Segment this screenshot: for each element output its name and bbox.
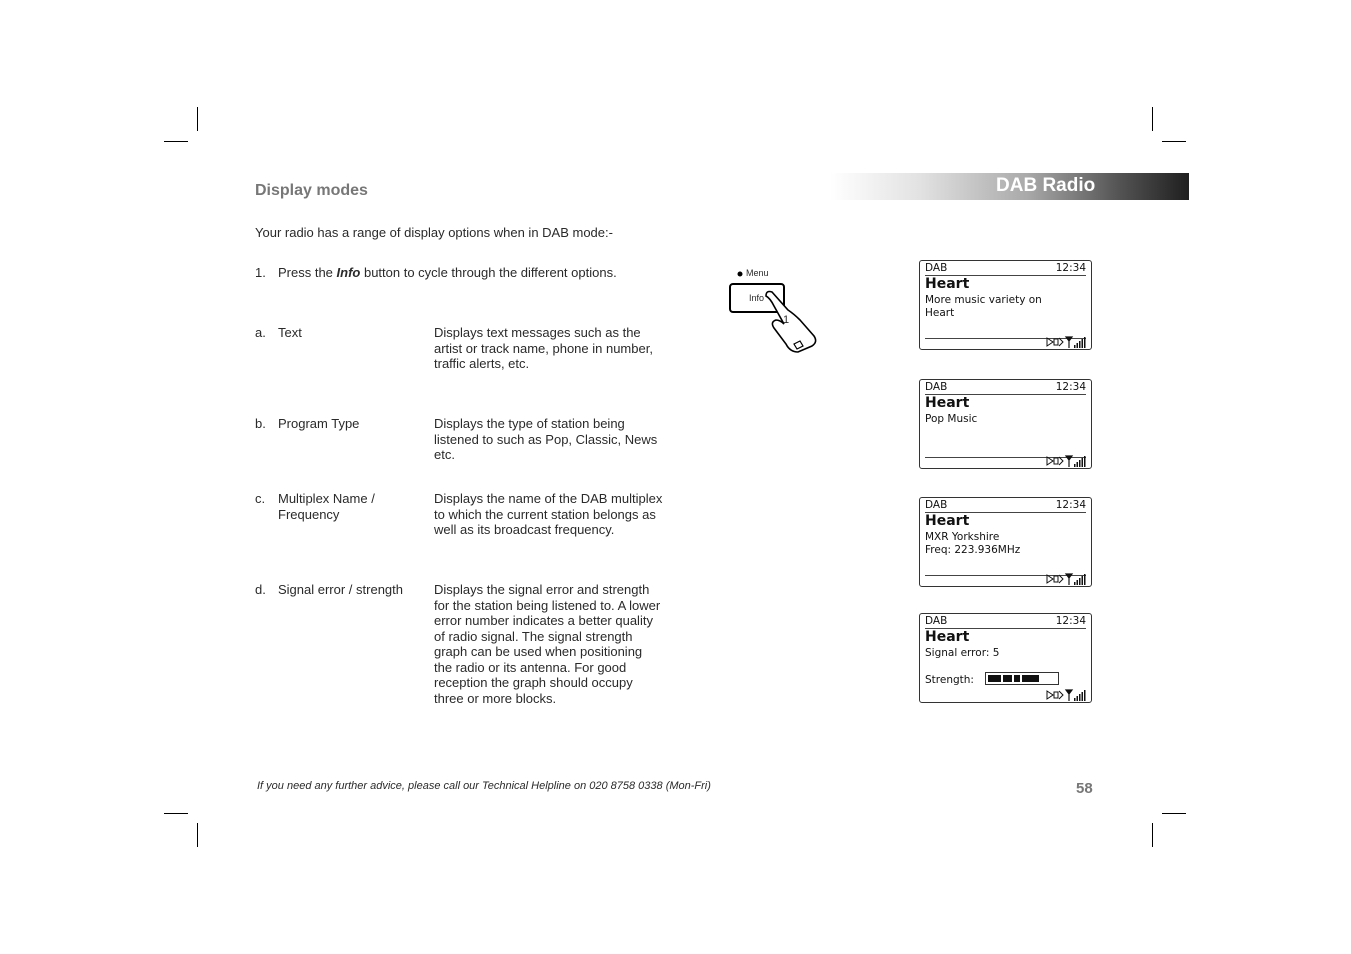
option-letter: b. <box>255 416 266 431</box>
intro-text: Your radio has a range of display options when in DAB mode:- <box>255 225 613 240</box>
lcd-status-icons <box>1046 336 1086 348</box>
signal-strength-bar <box>985 672 1059 685</box>
crop-mark <box>164 141 188 142</box>
lcd-mode: DAB <box>925 262 948 274</box>
helpline-footer: If you need any further advice, please call our Technical Helpline on 020 8758 0338 (Mon-Fri) <box>257 780 711 792</box>
crop-mark <box>1152 823 1153 847</box>
menu-label: Menu <box>746 268 769 278</box>
strength-block <box>1014 675 1020 682</box>
option-label: Signal error / strength <box>278 582 404 597</box>
crop-mark <box>1162 141 1186 142</box>
lcd-screen-program-type <box>919 379 1092 469</box>
step-1 <box>255 265 617 280</box>
hand-pressing-icon <box>726 266 826 356</box>
lcd-status-icons <box>1046 455 1086 467</box>
info-button-illustration <box>726 266 826 356</box>
option-letter: a. <box>255 325 266 340</box>
lcd-screen-text <box>919 260 1092 350</box>
chapter-title: DAB Radio <box>996 175 1096 196</box>
lcd-status-icons <box>1046 573 1086 585</box>
crop-mark <box>164 813 188 814</box>
crop-mark <box>1152 107 1153 131</box>
option-letter: c. <box>255 491 266 506</box>
crop-mark <box>197 107 198 131</box>
lcd-status-icons <box>1046 689 1086 701</box>
lcd-line-1: MXR Yorkshire <box>925 531 1000 543</box>
lcd-station: Heart <box>925 513 970 529</box>
lcd-mode: DAB <box>925 499 948 511</box>
option-letter: d. <box>255 582 266 597</box>
lcd-line-1: Signal error: 5 <box>925 647 1000 659</box>
strength-block <box>1003 675 1012 682</box>
lcd-line-1: More music variety on <box>925 294 1042 306</box>
step-text-post: button to cycle through the different options. <box>360 265 617 280</box>
step-text-pre: Press the <box>278 265 337 280</box>
lcd-time: 12:34 <box>1055 499 1086 511</box>
lcd-strength-label: Strength: <box>925 674 974 686</box>
lcd-station: Heart <box>925 395 970 411</box>
section-title: Display modes <box>255 182 368 199</box>
lcd-line-2: Heart <box>925 307 955 319</box>
lcd-screen-multiplex <box>919 497 1092 587</box>
lcd-time: 12:34 <box>1055 262 1086 274</box>
crop-mark <box>197 823 198 847</box>
option-description: Displays the type of station being listened to such as Pop, Classic, News etc. <box>434 416 658 462</box>
lcd-station: Heart <box>925 276 970 292</box>
page-number: 58 <box>1076 780 1093 797</box>
step-number: 1. <box>255 265 266 280</box>
crop-mark <box>1162 813 1186 814</box>
strength-block <box>1022 675 1039 682</box>
info-keyword: Info <box>336 265 361 280</box>
lcd-time: 12:34 <box>1055 381 1086 393</box>
option-description: Displays the name of the DAB multiplex to which the current station belongs as well as its broadcast frequency. <box>434 491 663 537</box>
lcd-screen-signal <box>919 613 1092 703</box>
option-label: Text <box>278 325 302 340</box>
lcd-line-1: Pop Music <box>925 413 978 425</box>
option-description: Displays the signal error and strength for the station being listened to. A lower error number indicates a better quality of radio signal. The signal strength graph can be used when positioning the radio or its antenna. For good reception the graph should occupy three or more blocks. <box>434 582 661 706</box>
lcd-mode: DAB <box>925 615 948 627</box>
lcd-line-2: Freq: 223.936MHz <box>925 544 1021 556</box>
lcd-time: 12:34 <box>1055 615 1086 627</box>
option-label: Program Type <box>278 416 360 431</box>
option-label: Multiplex Name / Frequency <box>278 491 375 522</box>
info-button-label: Info <box>749 293 765 303</box>
lcd-mode: DAB <box>925 381 948 393</box>
step-callout-number: 1 <box>783 314 790 326</box>
option-description: Displays text messages such as the artist or track name, phone in number, traffic alerts, etc. <box>434 325 653 371</box>
strength-block <box>988 675 1001 682</box>
lcd-station: Heart <box>925 629 970 645</box>
